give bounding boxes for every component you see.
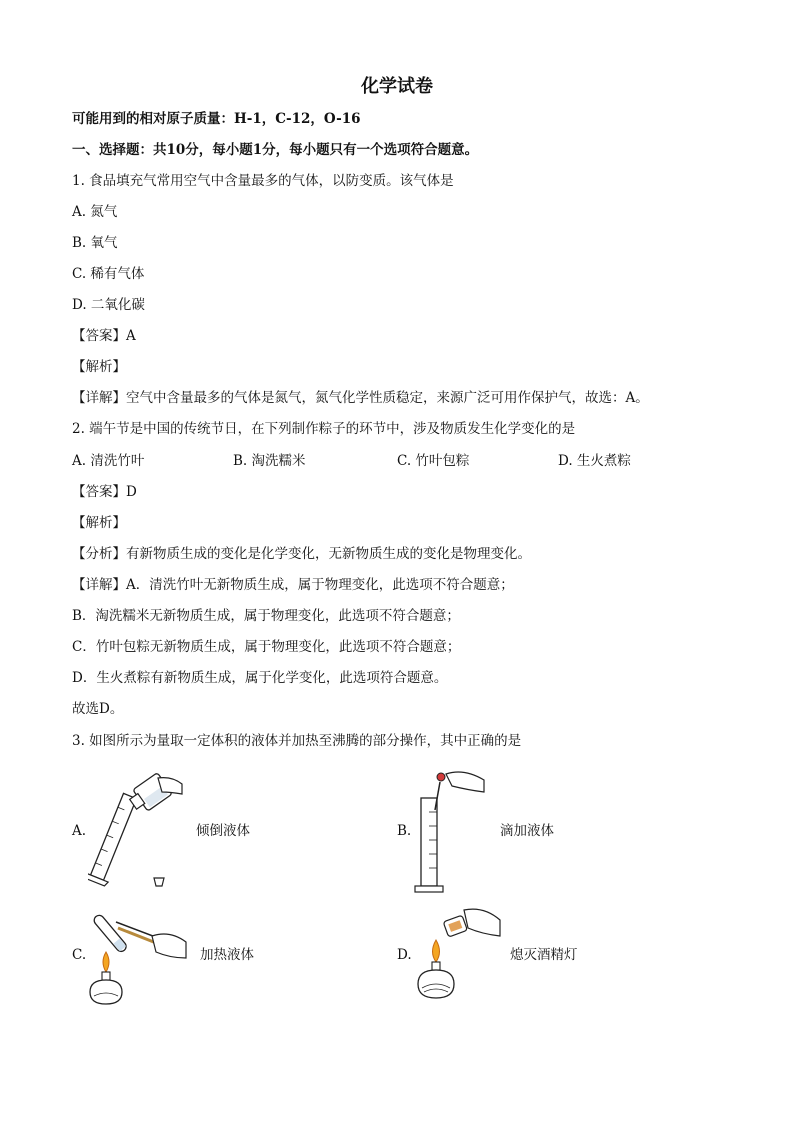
q1-analysis: 【解析】: [72, 359, 126, 375]
q2-conclusion: 故选D。: [72, 701, 124, 717]
q3-figure-c-letter: C.: [72, 947, 87, 963]
q3-figure-a-caption: 倾倒液体: [196, 823, 250, 839]
q2-detail-line: D．生火煮粽有新物质生成，属于化学变化，此选项符合题意。: [72, 670, 448, 686]
dropping-liquid-illustration: [412, 768, 492, 896]
q2-detail-line: B．淘洗糯米无新物质生成，属于物理变化，此选项不符合题意；: [72, 608, 460, 624]
q1-answer: 【答案】A: [72, 328, 136, 344]
heating-liquid-illustration: [86, 900, 190, 1010]
pouring-liquid-illustration: [88, 772, 188, 892]
q1-detail: 【详解】空气中含量最多的气体是氮气，氮气化学性质稳定，来源广泛可用作保护气，故选：A。: [72, 390, 649, 406]
section-heading: 一、选择题：共10分，每小题1分，每小题只有一个选项符合题意。: [72, 142, 479, 158]
q3-figure-c-caption: 加热液体: [200, 947, 254, 963]
q1-option-d: D. 二氧化碳: [72, 297, 145, 313]
q3-figure-a-letter: A.: [72, 823, 87, 839]
q3-figure-b-caption: 滴加液体: [500, 823, 554, 839]
q1-option-b: B. 氧气: [72, 235, 118, 251]
q1-option-c: C. 稀有气体: [72, 266, 145, 282]
question-1-stem: 1. 食品填充气常用空气中含量最多的气体，以防变质。该气体是: [72, 173, 454, 189]
q3-figure-d-caption: 熄灭酒精灯: [510, 947, 578, 963]
question-3-stem: 3. 如图所示为量取一定体积的液体并加热至沸腾的部分操作，其中正确的是: [72, 733, 522, 749]
q3-figure-d-letter: D.: [397, 947, 412, 963]
extinguish-lamp-illustration: [412, 906, 504, 1006]
q2-answer: 【答案】D: [72, 484, 137, 500]
q2-option-b: B. 淘洗糯米: [233, 453, 306, 469]
question-2-stem: 2. 端午节是中国的传统节日，在下列制作粽子的环节中，涉及物质发生化学变化的是: [72, 421, 576, 437]
q2-analysis: 【解析】: [72, 515, 126, 531]
q2-option-a: A. 清洗竹叶: [72, 453, 145, 469]
q2-detail-line: 【详解】A．清洗竹叶无新物质生成，属于物理变化，此选项不符合题意；: [72, 577, 514, 593]
q2-option-d: D. 生火煮粽: [558, 453, 631, 469]
page-title: 化学试卷: [361, 76, 433, 97]
q2-fenxi: 【分析】有新物质生成的变化是化学变化，无新物质生成的变化是物理变化。: [72, 546, 531, 562]
atomic-masses: 可能用到的相对原子质量：H-1，C-12，O-16: [72, 111, 361, 127]
q2-option-c: C. 竹叶包粽: [397, 453, 470, 469]
q1-option-a: A. 氮气: [72, 204, 118, 220]
q3-figure-b-letter: B.: [397, 823, 412, 839]
q2-detail-line: C．竹叶包粽无新物质生成，属于物理变化，此选项不符合题意；: [72, 639, 461, 655]
